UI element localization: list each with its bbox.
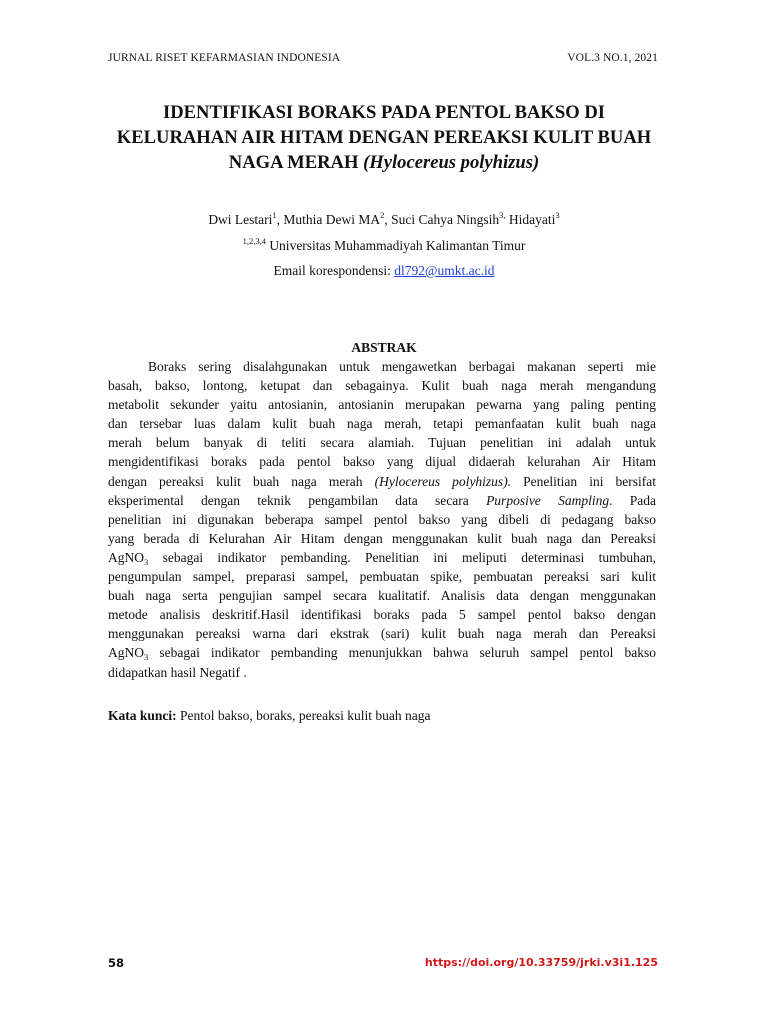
abstract-line: buah naga serta pengujian sampel secara kualitatif. Analisis data dengan menggunakan [108, 588, 656, 604]
author-affiliation-mark: 3, [499, 210, 506, 220]
title-line-1: IDENTIFIKASI BORAKS PADA PENTOL BAKSO DI [162, 102, 606, 123]
author-separator: , [384, 212, 392, 227]
affiliation [100, 238, 668, 254]
author-list [100, 212, 668, 228]
abstract-line: metabolit sekunder yaitu antosianin, antosianin merupakan pewarna yang paling penting [108, 397, 656, 413]
abstract-line: Boraks sering disalahgunakan untuk mengawetkan berbagai makanan seperti mie [148, 359, 656, 374]
author-affiliation-mark: 2 [380, 210, 385, 220]
abstract-text: sebagai indikator pembanding. Penelitian ini meliputi determinasi tumbuhan, [148, 549, 656, 565]
chemical-formula: AgNO [108, 645, 144, 661]
email-label: Email korespondensi: [273, 263, 395, 278]
doi-link[interactable]: https://doi.org/10.33759/jrki.v3i1.125 [424, 956, 658, 969]
abstract-text: sebagai indikator pembanding menunjukkan bahwa seluruh sampel pentol bakso [148, 645, 656, 661]
abstract-line: didapatkan hasil Negatif . [108, 664, 247, 680]
abstract-line [108, 472, 656, 491]
volume-info: VOL.3 NO.1, 2021 [567, 52, 658, 64]
species-name: (Hylocereus polyhizus) [363, 152, 540, 173]
title-line-3-text: NAGA MERAH [228, 152, 359, 173]
abstract-line [108, 643, 656, 662]
author-name: Muthia Dewi MA [283, 212, 381, 227]
page-number: 58 [108, 956, 125, 970]
keywords-label: Kata kunci: [108, 708, 177, 723]
keywords-text: Pentol bakso, boraks, pereaksi kulit buah naga [176, 708, 431, 723]
abstract-text: . Pada [609, 492, 656, 508]
abstract-line: mengidentifikasi boraks pada pentol bakso yang dijual didaerah kelurahan Air Hitam [108, 454, 656, 470]
abstract-line: penelitian ini digunakan beberapa sampel pentol bakso yang dibeli di pedagang bakso [108, 511, 656, 527]
author-affiliation-mark: 1 [272, 210, 277, 220]
abstract-line: merah belum banyak di teliti secara alamiah. Tujuan penelitian ini adalah untuk [108, 435, 656, 451]
abstract-line [108, 548, 656, 567]
author-name: Suci Cahya Ningsih [391, 212, 500, 227]
abstract-body [108, 357, 656, 682]
author-affiliation-mark: 3 [555, 210, 560, 220]
abstract-text: eksperimental dengan teknik pengambilan data secara [108, 492, 487, 508]
author-name: Dwi Lestari [208, 212, 273, 227]
author-separator: , [276, 212, 284, 227]
journal-name: JURNAL RISET KEFARMASIAN INDONESIA [108, 52, 341, 64]
abstract-line: dan tersebar luas dalam kulit buah naga merah, tetapi pemanfaatan kulit buah naga [108, 416, 656, 432]
species-name: (Hylocereus polyhizus). [374, 473, 512, 489]
chemical-formula: AgNO [108, 549, 144, 565]
abstract-line: basah, bakso, lontong, ketupat dan sebagainya. Kulit buah naga merah mengandung [108, 378, 656, 394]
running-header [108, 52, 658, 64]
abstract-heading: ABSTRAK [351, 340, 417, 355]
author-name: Hidayati [508, 212, 556, 227]
abstract-text: Penelitian ini bersifat [511, 473, 657, 489]
method-term: Purposive Sampling [486, 492, 610, 508]
abstract-line [108, 491, 656, 510]
abstract-text: dengan pereaksi kulit buah naga merah [108, 473, 375, 489]
abstract-line: yang berada di Kelurahan Air Hitam dengan menggunakan kulit buah naga dan Pereaksi [108, 530, 656, 546]
title-line-3 [100, 150, 668, 175]
correspondence-email [100, 263, 668, 279]
formula-subscript: 3 [144, 556, 149, 567]
formula-subscript: 3 [144, 652, 149, 663]
abstract-line: menggunakan pereaksi warna dari ekstrak (sari) kulit buah naga merah dan Pereaksi [108, 626, 656, 642]
abstract-line: pengumpulan sampel, preparasi sampel, pembuatan spike, pembuatan pereaksi sari kulit [108, 569, 656, 585]
email-link[interactable]: dl792@umkt.ac.id [394, 263, 495, 278]
affiliation-name: Universitas Muhammadiyah Kalimantan Timur [269, 238, 526, 253]
affiliation-mark: 1,2,3,4 [242, 236, 266, 246]
abstract-line: metode analisis deskritif.Hasil identifikasi boraks pada 5 sampel pentol bakso dengan [108, 607, 656, 623]
title-line-2: KELURAHAN AIR HITAM DENGAN PEREAKSI KULIT BUAH [116, 127, 652, 148]
keywords [108, 708, 430, 724]
paper-title [100, 100, 668, 175]
